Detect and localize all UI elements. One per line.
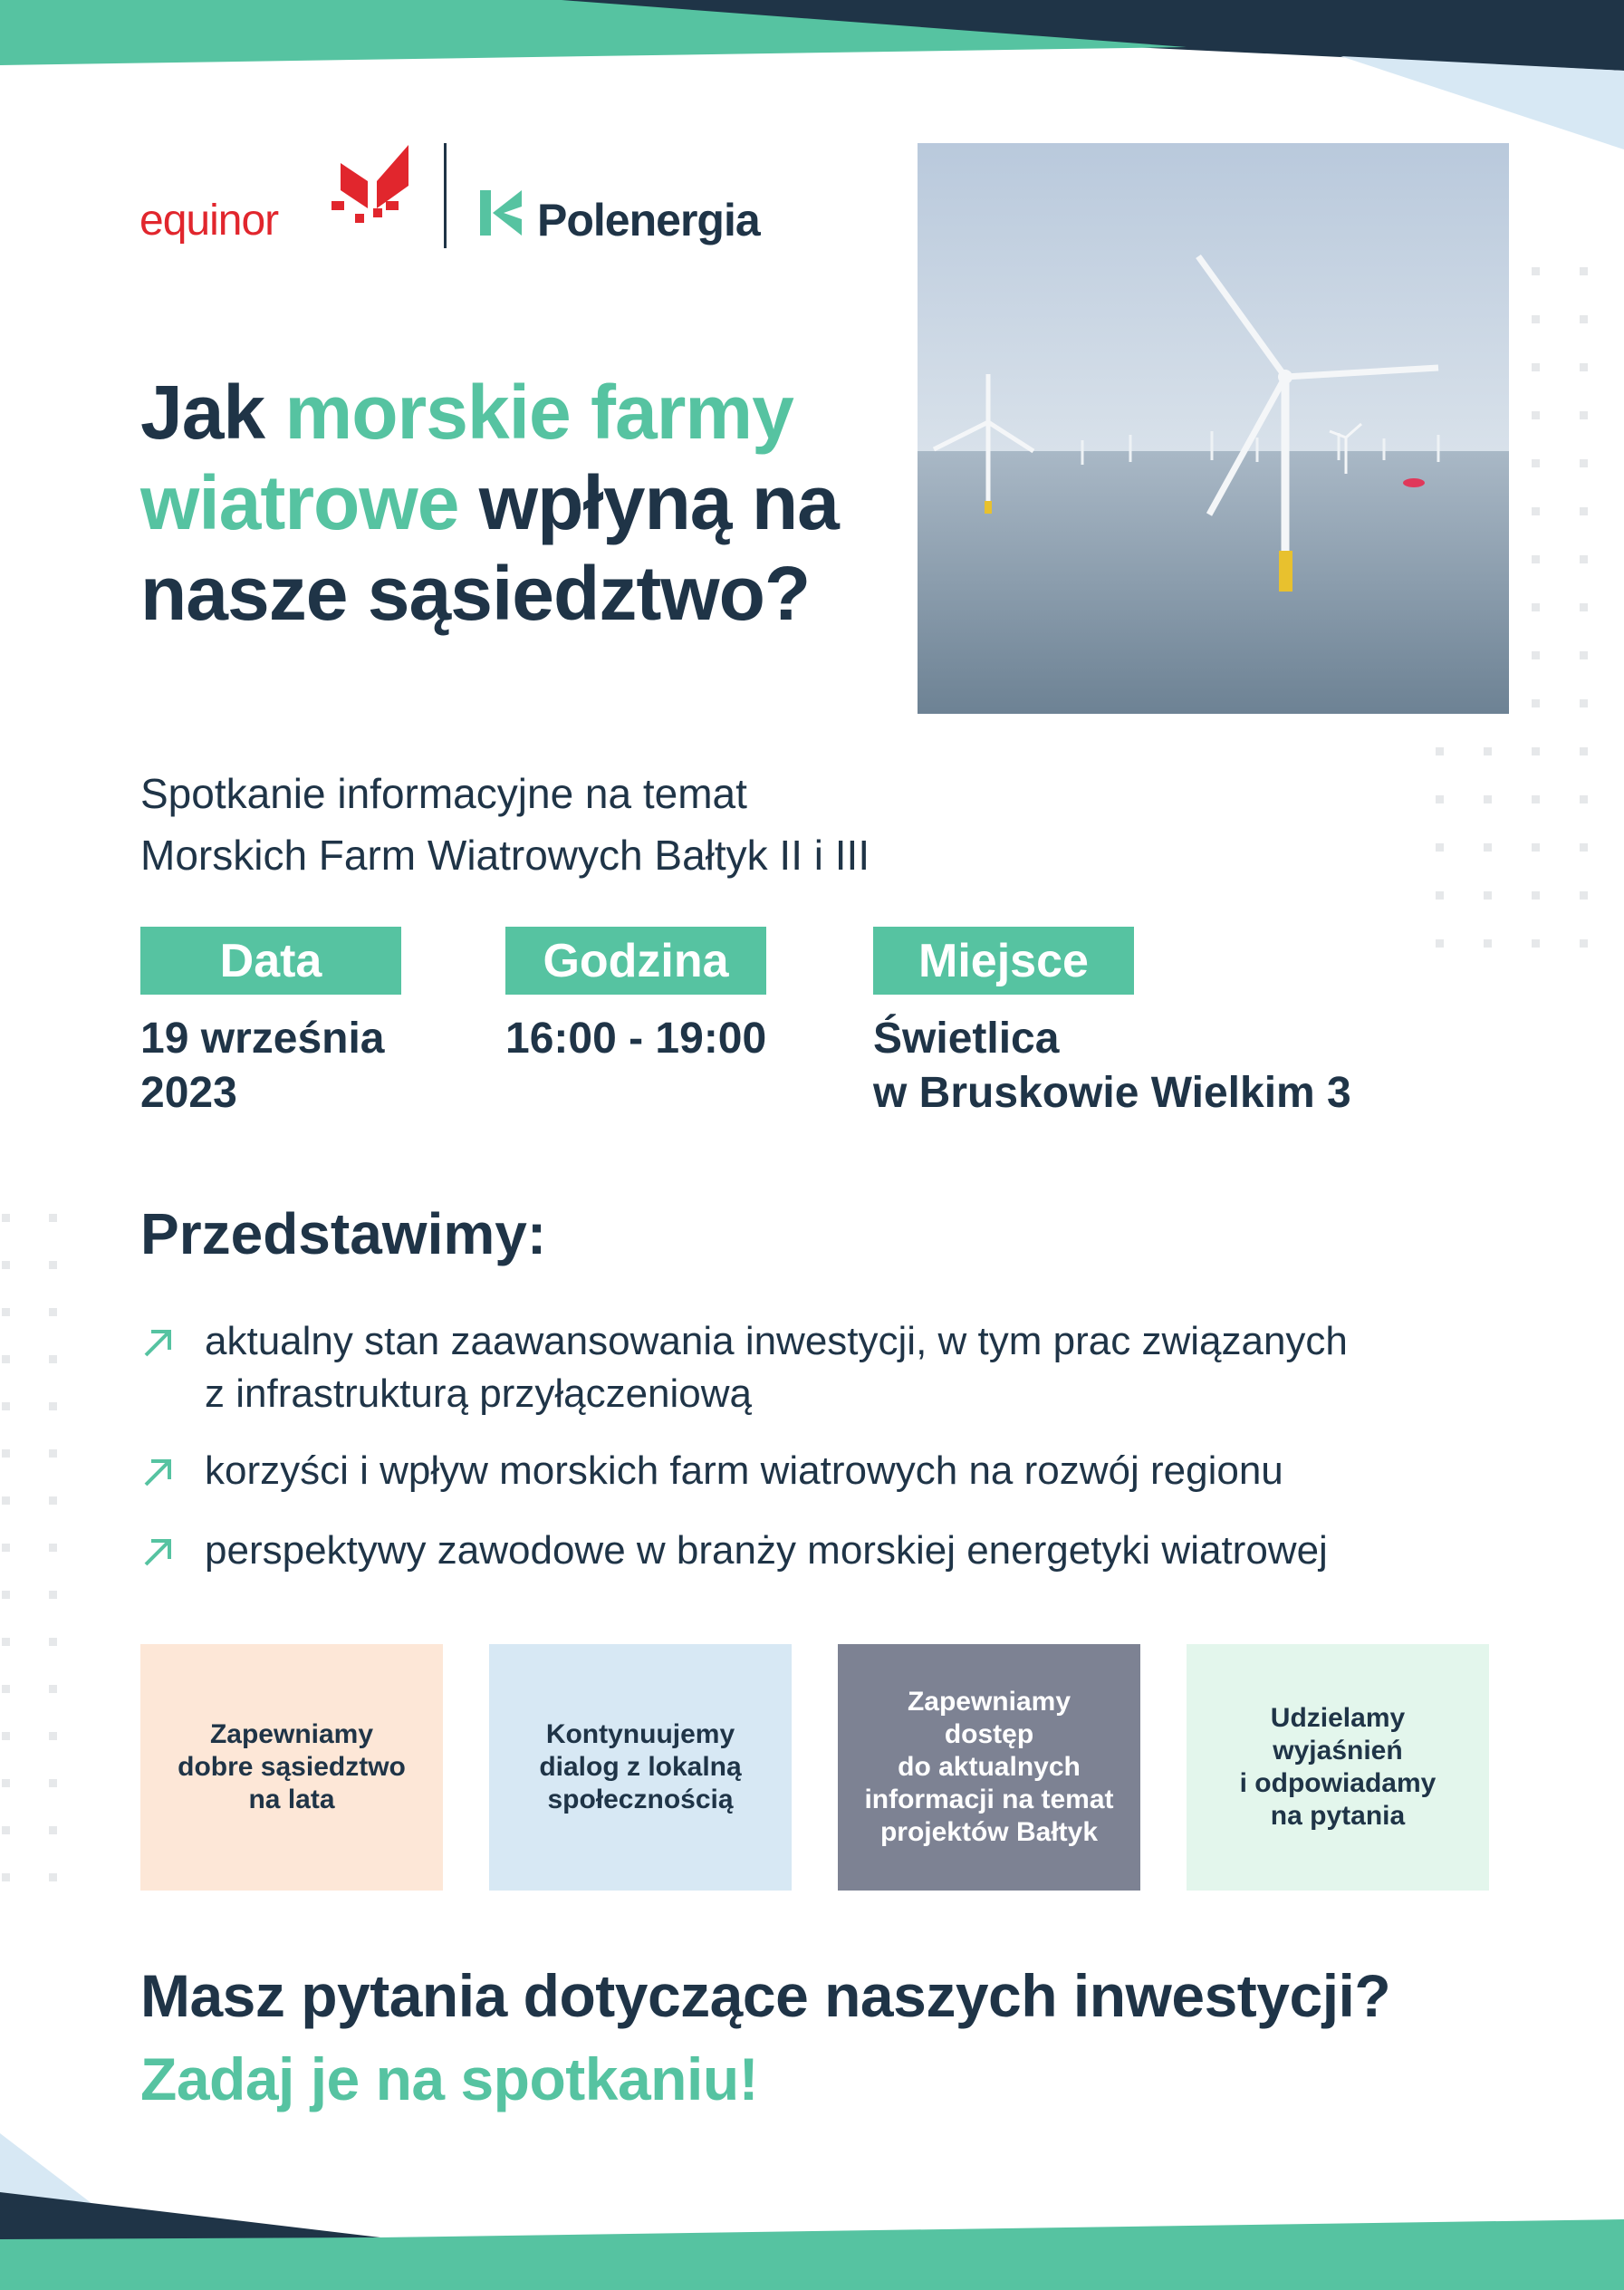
decorative-dot — [1580, 699, 1588, 707]
list-item — [140, 1525, 1454, 1579]
decorative-dot — [1484, 891, 1492, 900]
decorative-dot — [2, 1638, 10, 1646]
decorative-dot — [2, 1308, 10, 1316]
decorative-dot — [1436, 843, 1444, 852]
card-text: Kontynuujemy dialog z lokalną społecznością — [539, 1719, 742, 1814]
list-item — [140, 1315, 1454, 1420]
cta-question: Masz pytania dotyczące naszych inwestycji? — [140, 1962, 1391, 2029]
decorative-dot — [49, 1308, 57, 1316]
polenergia-logo-text: Polenergia — [537, 195, 760, 245]
date-line2: 2023 — [140, 1069, 237, 1117]
decorative-dot — [49, 1261, 57, 1269]
decorative-dot — [1532, 795, 1540, 803]
card-answers — [1187, 1644, 1489, 1891]
date-line1: 19 września — [140, 1015, 385, 1063]
decorative-dot — [1532, 411, 1540, 419]
arrow-up-right-icon — [140, 1324, 177, 1361]
decorative-dot — [49, 1732, 57, 1740]
logo-divider — [444, 143, 447, 248]
subtitle — [140, 763, 870, 886]
decorative-dot — [1580, 315, 1588, 323]
card-dialog — [489, 1644, 792, 1891]
decorative-dot — [1580, 939, 1588, 948]
place-value — [873, 1012, 1351, 1121]
time-badge: Godzina — [505, 927, 766, 995]
list-item-line1: aktualny stan zaawansowania inwestycji, w tym prac związanych — [205, 1319, 1348, 1363]
decorative-dot — [2, 1261, 10, 1269]
decorative-dot — [2, 1449, 10, 1458]
decorative-dot — [1580, 891, 1588, 900]
place-line1: Świetlica — [873, 1015, 1060, 1063]
subtitle-line1: Spotkanie informacyjne na temat — [140, 770, 747, 817]
card-text: Udzielamy wyjaśnień i odpowiadamy na pytania — [1239, 1703, 1437, 1831]
polenergia-k-icon — [480, 190, 525, 236]
decorative-dot — [1580, 459, 1588, 467]
decorative-dot — [1532, 699, 1540, 707]
decorative-dot — [2, 1355, 10, 1363]
decorative-dot — [1484, 843, 1492, 852]
card-text: Zapewniamy dostęp do aktualnych informacji na temat projektów Bałtyk — [864, 1687, 1114, 1847]
date-badge: Data — [140, 927, 401, 995]
list-item-text — [205, 1315, 1455, 1420]
decorative-dot — [1580, 651, 1588, 659]
title-accent: morskie farmy wiatrowe — [140, 370, 793, 545]
title-part1: Jak — [140, 370, 285, 455]
decorative-dot — [49, 1685, 57, 1693]
decorative-dot — [2, 1544, 10, 1552]
decorative-dot — [1532, 507, 1540, 515]
decorative-dot — [1532, 891, 1540, 900]
decorative-dot — [1580, 267, 1588, 275]
decorative-dot — [1580, 507, 1588, 515]
decorative-dot — [1436, 939, 1444, 948]
decorative-dot — [49, 1355, 57, 1363]
wind-farm-photo — [918, 143, 1509, 714]
subtitle-line2: Morskich Farm Wiatrowych Bałtyk II i III — [140, 832, 870, 879]
decorative-dot — [2, 1214, 10, 1222]
list-item-text: perspektywy zawodowe w branży morskiej energetyki wiatrowej — [205, 1528, 1328, 1573]
decorative-dot — [49, 1638, 57, 1646]
decorative-dot — [1484, 795, 1492, 803]
arrow-up-right-icon — [140, 1534, 177, 1570]
decorative-dot — [1532, 651, 1540, 659]
arrow-up-right-icon — [140, 1454, 177, 1490]
list-item-text: korzyści i wpływ morskich farm wiatrowych na rozwój regionu — [205, 1448, 1283, 1493]
decorative-dot — [1484, 939, 1492, 948]
decorative-dot — [1532, 603, 1540, 611]
decorative-dot — [2, 1496, 10, 1505]
decorative-dot — [1580, 363, 1588, 371]
decorative-dot — [1532, 267, 1540, 275]
decorative-dot — [1532, 555, 1540, 563]
card-information-access — [838, 1644, 1140, 1891]
decorative-dot — [2, 1779, 10, 1787]
decorative-dot — [1532, 843, 1540, 852]
decorative-dot — [1436, 795, 1444, 803]
date-value — [140, 1012, 384, 1121]
card-good-neighbourhood — [140, 1644, 443, 1891]
cta-action: Zadaj je na spotkaniu! — [140, 2045, 759, 2112]
decorative-dot — [1532, 315, 1540, 323]
decorative-dot — [1580, 795, 1588, 803]
decorative-dot — [49, 1591, 57, 1599]
decorative-dot — [49, 1544, 57, 1552]
decorative-dot — [1532, 363, 1540, 371]
equinor-star-icon — [332, 145, 413, 228]
decorative-dot — [1580, 603, 1588, 611]
time-value: 16:00 - 19:00 — [505, 1015, 767, 1063]
decorative-dot — [2, 1591, 10, 1599]
decorative-dot — [2, 1873, 10, 1881]
decorative-dot — [2, 1826, 10, 1834]
decorative-dot — [49, 1779, 57, 1787]
decorative-dot — [49, 1214, 57, 1222]
decorative-dot — [49, 1402, 57, 1410]
decorative-dot — [49, 1873, 57, 1881]
place-badge: Miejsce — [873, 927, 1134, 995]
decorative-dot — [1436, 747, 1444, 755]
equinor-logo-text: equinor — [139, 197, 279, 245]
list-item-line2: z infrastrukturą przyłączeniową — [205, 1371, 753, 1416]
decorative-dot — [49, 1496, 57, 1505]
decorative-dot — [1532, 939, 1540, 948]
decorative-dot — [1436, 891, 1444, 900]
decorative-dot — [1580, 555, 1588, 563]
place-line2: w Bruskowie Wielkim 3 — [873, 1069, 1351, 1117]
decorative-dot — [2, 1402, 10, 1410]
decorative-dot — [49, 1826, 57, 1834]
card-text: Zapewniamy dobre sąsiedztwo na lata — [178, 1719, 406, 1814]
list-item — [140, 1445, 1454, 1499]
decorative-dot — [1580, 411, 1588, 419]
decorative-dot — [2, 1732, 10, 1740]
decorative-dot — [1580, 747, 1588, 755]
page-title — [140, 367, 919, 639]
decorative-dot — [1532, 747, 1540, 755]
decorative-dot — [1532, 459, 1540, 467]
present-heading: Przedstawimy: — [140, 1201, 547, 1266]
decorative-dot — [2, 1685, 10, 1693]
decorative-dot — [1580, 843, 1588, 852]
decorative-dot — [49, 1449, 57, 1458]
title-part2: wpłyną na nasze sąsiedztwo? — [140, 460, 839, 636]
decorative-dot — [1484, 747, 1492, 755]
